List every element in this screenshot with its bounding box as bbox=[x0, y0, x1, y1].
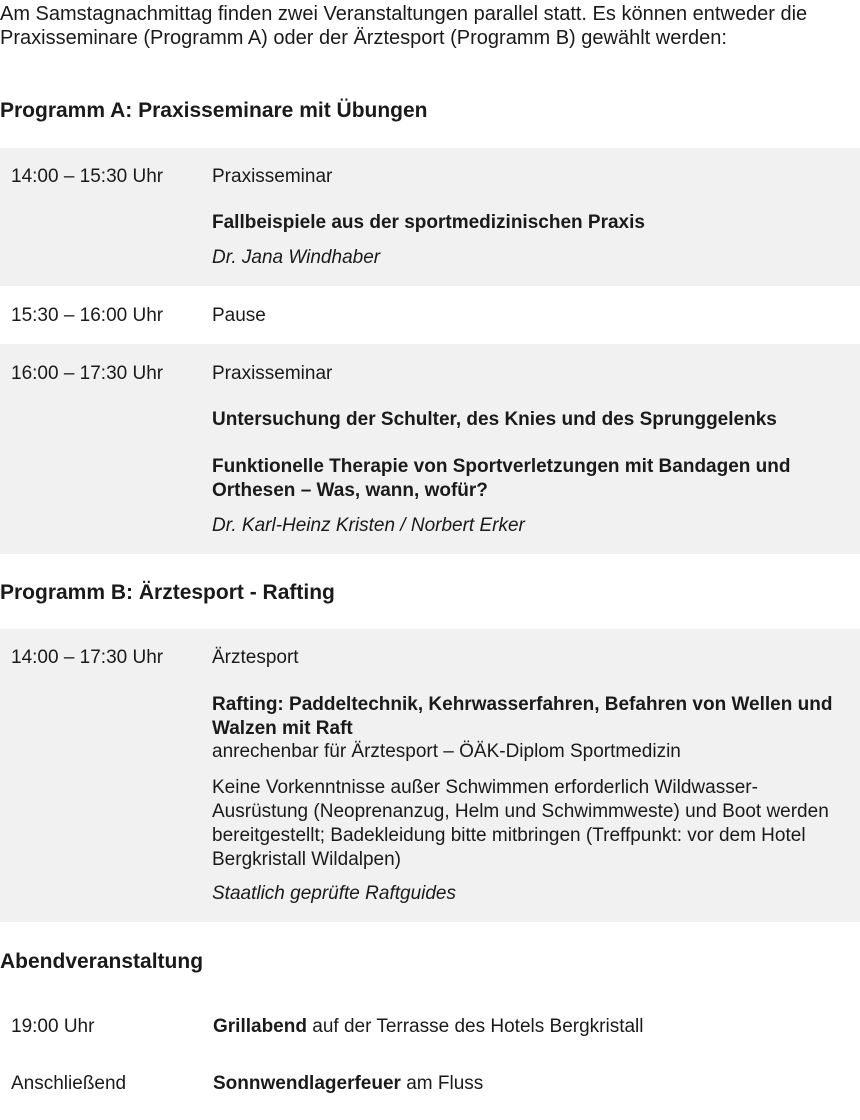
evening-time: Anschließend bbox=[11, 1073, 127, 1094]
evening-highlight: Sonnwendlagerfeuer bbox=[213, 1073, 401, 1094]
slot-topic: Fallbeispiele aus der sportmedizinischen Praxis bbox=[212, 212, 645, 233]
program-a-slot-1 bbox=[0, 148, 860, 286]
slot-topic: Rafting: Paddeltechnik, Kehrwasserfahren, Befahren von Wellen und Walzen mit Raft bbox=[212, 694, 833, 739]
slot-topic: Funktionelle Therapie von Sportverletzungen mit Bandagen und Orthesen – Was, wann, wofür? bbox=[212, 456, 791, 501]
slot-speaker: Dr. Jana Windhaber bbox=[212, 247, 381, 268]
program-b-slot-1 bbox=[0, 629, 860, 922]
program-a-title: Programm A: Praxisseminare mit Übungen bbox=[0, 99, 428, 122]
slot-time: 14:00 – 15:30 Uhr bbox=[11, 166, 164, 187]
evening-item-2 bbox=[0, 1072, 860, 1096]
evening-item-1 bbox=[0, 1015, 860, 1039]
evening-rest: auf der Terrasse des Hotels Bergkristall bbox=[306, 1016, 644, 1037]
slot-type: Praxisseminar bbox=[212, 363, 333, 384]
program-a-slot-2 bbox=[0, 286, 860, 344]
evening-text bbox=[213, 1072, 483, 1096]
program-a-slot-3 bbox=[0, 344, 860, 554]
slot-speaker: Dr. Karl-Heinz Kristen / Norbert Erker bbox=[212, 515, 525, 536]
slot-type: Praxisseminar bbox=[212, 166, 333, 187]
slot-type: Pause bbox=[212, 305, 266, 326]
slot-time: 14:00 – 17:30 Uhr bbox=[11, 647, 164, 668]
slot-topic: Untersuchung der Schulter, des Knies und des Sprunggelenks bbox=[212, 409, 777, 430]
intro-text: Am Samstagnachmittag finden zwei Veranstaltungen parallel statt. Es können entweder die Praxisseminare (Programm A) oder der Ärztesport (Programm B) gewählt werden: bbox=[0, 3, 808, 49]
slot-guides: Staatlich geprüfte Raftguides bbox=[212, 883, 456, 904]
evening-highlight: Grillabend bbox=[213, 1016, 307, 1037]
slot-type: Ärztesport bbox=[212, 647, 299, 668]
slot-time: 15:30 – 16:00 Uhr bbox=[11, 305, 164, 326]
slot-credit: anrechenbar für Ärztesport – ÖÄK-Diplom Sportmedizin bbox=[212, 741, 681, 762]
evening-title: Abendveranstaltung bbox=[0, 950, 204, 973]
program-b-title: Programm B: Ärztesport - Rafting bbox=[0, 581, 335, 604]
slot-time: 16:00 – 17:30 Uhr bbox=[11, 363, 164, 384]
evening-time: 19:00 Uhr bbox=[11, 1016, 95, 1037]
evening-text bbox=[213, 1015, 644, 1039]
slot-info: Keine Vorkenntnisse außer Schwimmen erforderlich Wildwasser-Ausrüstung (Neoprenanzug, Helm und Schwimmweste) und Boot werden bereitgestellt; Badekleidung bitte mitbringen (Treffpunkt: vor dem Hotel Bergkristall Wildalpen) bbox=[212, 777, 829, 870]
evening-rest: am Fluss bbox=[400, 1073, 484, 1094]
